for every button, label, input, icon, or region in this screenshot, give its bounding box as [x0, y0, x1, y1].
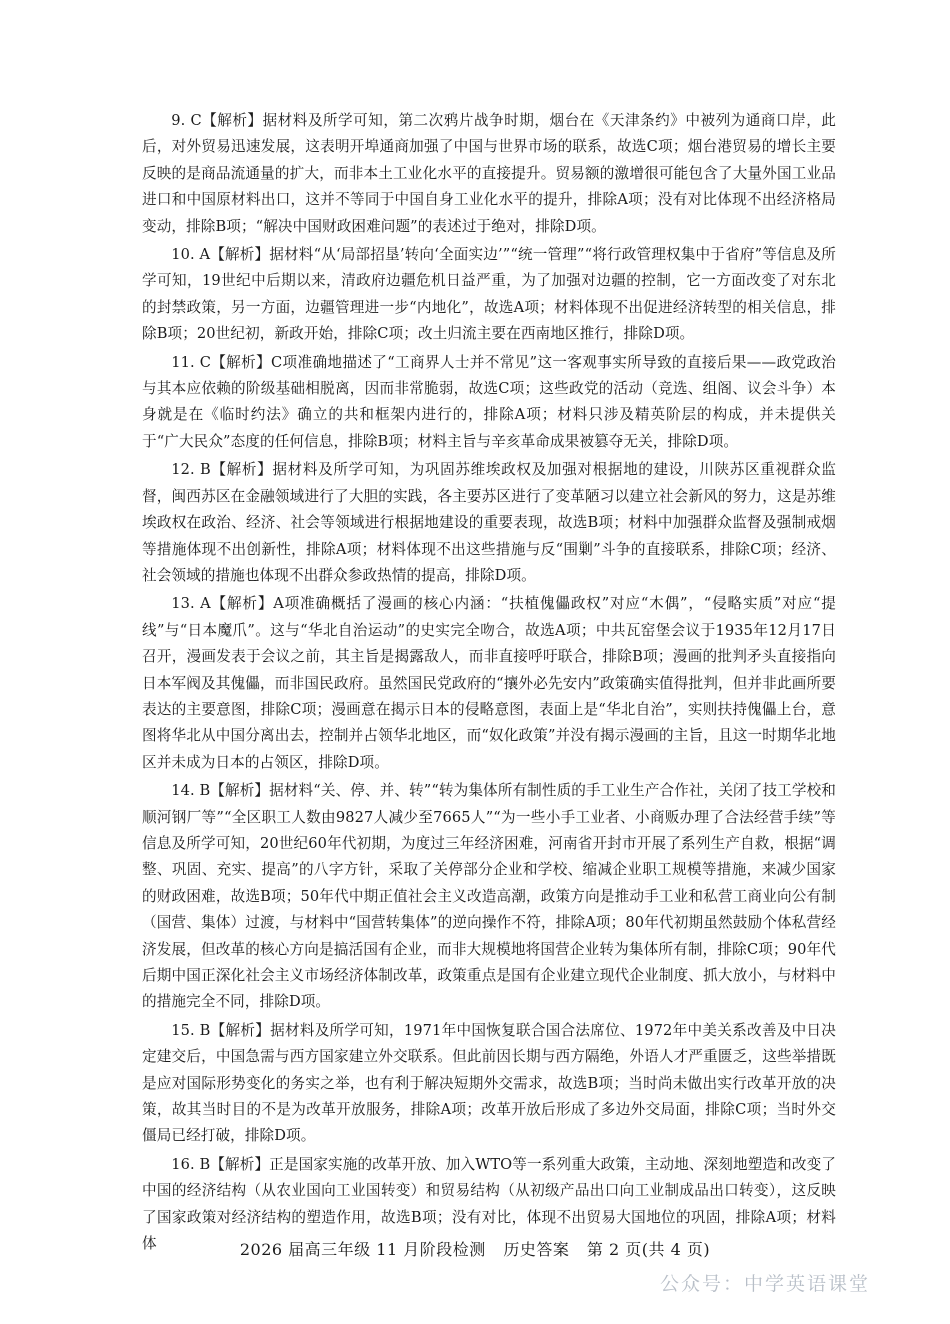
exam-title: 2026 届高三年级 11 月阶段检测 — [239, 1240, 486, 1259]
page-number: 第 2 页(共 4 页) — [586, 1240, 711, 1259]
answer-paragraph-9: 9. C【解析】据材料及所学可知，第二次鸦片战争时期，烟台在《天津条约》中被列为通商口岸，此后，对外贸易迅速发展，这表明开埠通商加强了中国与世界市场的联系，故选C项；烟台港贸易的增长主要反映的是商品流通量的扩大，而非本土工业化水平的直接提升。贸易额的激增很可能包含了大量外国工业品进口和中国原材料出口，这并不等同于中国自身工业化水平的提升，排除A项；没有对比体现不出经济格局变动，排除B项；“解决中国财政困难问题”的表述过于绝对，排除D项。 — [142, 112, 836, 235]
watermark-text: 公众号：中学英语课堂 — [659, 1273, 870, 1295]
answer-paragraph-10: 10. A【解析】据材料“从‘局部招垦’转向‘全面实边’”“统一管理”“将行政管理权集中于省府”等信息及所学可知，19世纪中后期以来，清政府边疆危机日益严重，为了加强对边疆的控制，它一方面改变了对东北的封禁政策，另一方面，边疆管理进一步“内地化”，故选A项；材料体现不出促进经济转型的相关信息，排除B项；20世纪初，新政开始，排除C项；改土归流主要在西南地区推行，排除D项。 — [142, 246, 836, 343]
page-footer — [0, 1237, 950, 1260]
answer-content — [142, 108, 836, 1259]
answer-paragraph-15: 15. B【解析】据材料及所学可知，1971年中国恢复联合国合法席位、1972年中美关系改善及中日决定建交后，中国急需与西方国家建立外交联系。但此前因长期与西方隔绝，外语人才严重匮乏，这些举措既是应对国际形势变化的务实之举，也有利于解决短期外交需求，故选B项；当时尚未做出实行改革开放的决策，故其当时目的不是为改革开放服务，排除A项；改革开放后形成了多边外交局面，排除C项；当时外交僵局已经打破，排除D项。 — [142, 1021, 836, 1145]
subject-label: 历史答案 — [503, 1240, 570, 1259]
answer-paragraph-12: 12. B【解析】据材料及所学可知，为巩固苏维埃政权及加强对根据地的建设，川陕苏区重视群众监督，闽西苏区在金融领域进行了大胆的实践，各主要苏区进行了变革陋习以建立社会新风的努力，这是苏维埃政权在政治、经济、社会等领域进行根据地建设的重要表现，故选B项；材料中加强群众监督及强制戒烟等措施体现不出创新性，排除A项；材料体现不出这些措施与反“围剿”斗争的直接联系，排除C项；经济、社会领域的措施也体现不出群众参政热情的提高，排除D项。 — [142, 461, 836, 584]
answer-paragraph-16: 16. B【解析】正是国家实施的改革开放、加入WTO等一系列重大政策，主动地、深刻地塑造和改变了中国的经济结构（从农业国向工业国转变）和贸易结构（从初级产品出口向工业制成品出口转变），这反映了国家政策对经济结构的塑造作用，故选B项；没有对比，体现不出贸易大国地位的巩固，排除A项；材料体 — [142, 1155, 836, 1253]
answer-paragraph-11: 11. C【解析】C项准确地描述了“工商界人士并不常见”这一客观事实所导致的直接后果——政党政治与其本应依赖的阶级基础相脱离，因而非常脆弱，故选C项；这些政党的活动（竞选、组阁、议会斗争）本身就是在《临时约法》确立的共和框架内进行的，排除A项；材料只涉及精英阶层的构成，并未提供关于“广大民众”态度的任何信息，排除B项；材料主旨与辛亥革命成果被篡夺无关，排除D项。 — [142, 353, 836, 450]
answer-paragraph-13: 13. A【解析】A项准确概括了漫画的核心内涵：“扶植傀儡政权”对应“木偶”，“侵略实质”对应“提线”与“日本魔爪”。这与“华北自治运动”的史实完全吻合，故选A项；中共瓦窑堡会议于1935年12月17日召开，漫画发表于会议之前，其主旨是揭露敌人，而非直接呼吁联合，排除B项；漫画的批判矛头直接指向日本军阀及其傀儡，而非国民政府。虽然国民党政府的“攘外必先安内”政策确实值得批判，但并非此画所要表达的主要意图，排除C项；漫画意在揭示日本的侵略意图，表面上是“华北自治”，实则扶持傀儡上台，意图将华北从中国分离出去，控制并占领华北地区，而“奴化政策”并没有揭示漫画的主旨，且这一时期华北地区并未成为日本的占领区，排除D项。 — [142, 595, 836, 771]
answer-paragraph-14: 14. B【解析】据材料“关、停、并、转”“转为集体所有制性质的手工业生产合作社，关闭了技工学校和顺河钢厂等”“全区职工人数由9827人减少至7665人”“为一些小手工业者、小商贩办理了合法经营手续”等信息及所学可知，20世纪60年代初期，为度过三年经济困难，河南省开封市开展了系列生产自救，根据“调整、巩固、充实、提高”的八字方针，采取了关停部分企业和学校、缩减企业职工规模等措施，来减少国家的财政困难，故选B项；50年代中期正值社会主义改造高潮，政策方向是推动手工业和私营工商业向公有制（国营、集体）过渡，与材料中“国营转集体”的逆向操作不符，排除A项；80年代初期虽然鼓励个体私营经济发展，但改革的核心方向是搞活国有企业，而非大规模地将国营企业转为集体所有制，排除C项；90年代后期中国正深化社会主义市场经济体制改革，政策重点是国有企业建立现代企业制度、抓大放小，与材料中的措施完全不同，排除D项。 — [142, 782, 836, 1011]
